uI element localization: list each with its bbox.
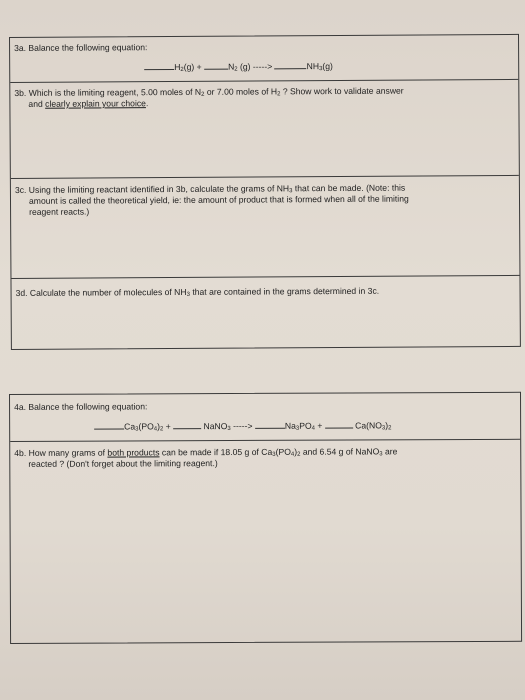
q4b-prompt-line2: reacted ? (Don't forget about the limiting reagent.) (28, 458, 218, 469)
q4a-equation: $Ca_3(PO_4)_2$ + NaNO$_3$ -----> $Na_3PO_4 + Ca(NO_3)_2$ (94, 419, 391, 431)
q3d-prompt: 3d. Calculate the number of molecules of $NH_3$ that are contained in the grams determined in 3c. (15, 285, 380, 298)
divider (11, 175, 519, 179)
q3a-equation: $H_2(g) + N_2$ (g) -----> $NH_3(g)$ (144, 60, 333, 72)
q3b-prompt: 3b. Which is the limiting reagent, 5.00 moles of $N_2$ or 7.00 moles of $H_2$ ? Show work to validate answer (14, 85, 404, 98)
q3a-prompt: 3a. Balance the following equation: (14, 42, 148, 53)
divider (10, 79, 518, 83)
q3c-prompt-line3: reagent reacts.) (29, 206, 90, 217)
blank-coefficient-na3po4[interactable] (255, 420, 285, 429)
q3b-prompt-line2: and clearly explain your choice. (28, 98, 149, 109)
q4a-prompt: 4a. Balance the following equation: (14, 401, 148, 412)
blank-coefficient-nano3[interactable] (173, 420, 201, 429)
blank-coefficient-cano32[interactable] (325, 420, 353, 429)
divider (11, 275, 519, 279)
question-3-box (9, 34, 521, 350)
divider (10, 439, 520, 442)
blank-coefficient-h2[interactable] (144, 61, 174, 70)
q3c-prompt: 3c. Using the limiting reactant identified in 3b, calculate the grams of $NH_3$ that can be made. (Note: this (14, 182, 406, 195)
question-4-box (9, 392, 522, 644)
blank-coefficient-n2[interactable] (204, 61, 228, 70)
blank-coefficient-ca3po42[interactable] (94, 420, 124, 429)
q4b-prompt: 4b. How many grams of both products can be made if 18.05 g of $Ca_3(PO_4)_2$ and 6.54 g of NaNO$_3$ are (14, 446, 398, 458)
blank-coefficient-nh3[interactable] (275, 60, 307, 69)
q3c-prompt-line2: amount is called the theoretical yield, ie: the amount of product that is formed when all of the limiting (28, 193, 409, 206)
